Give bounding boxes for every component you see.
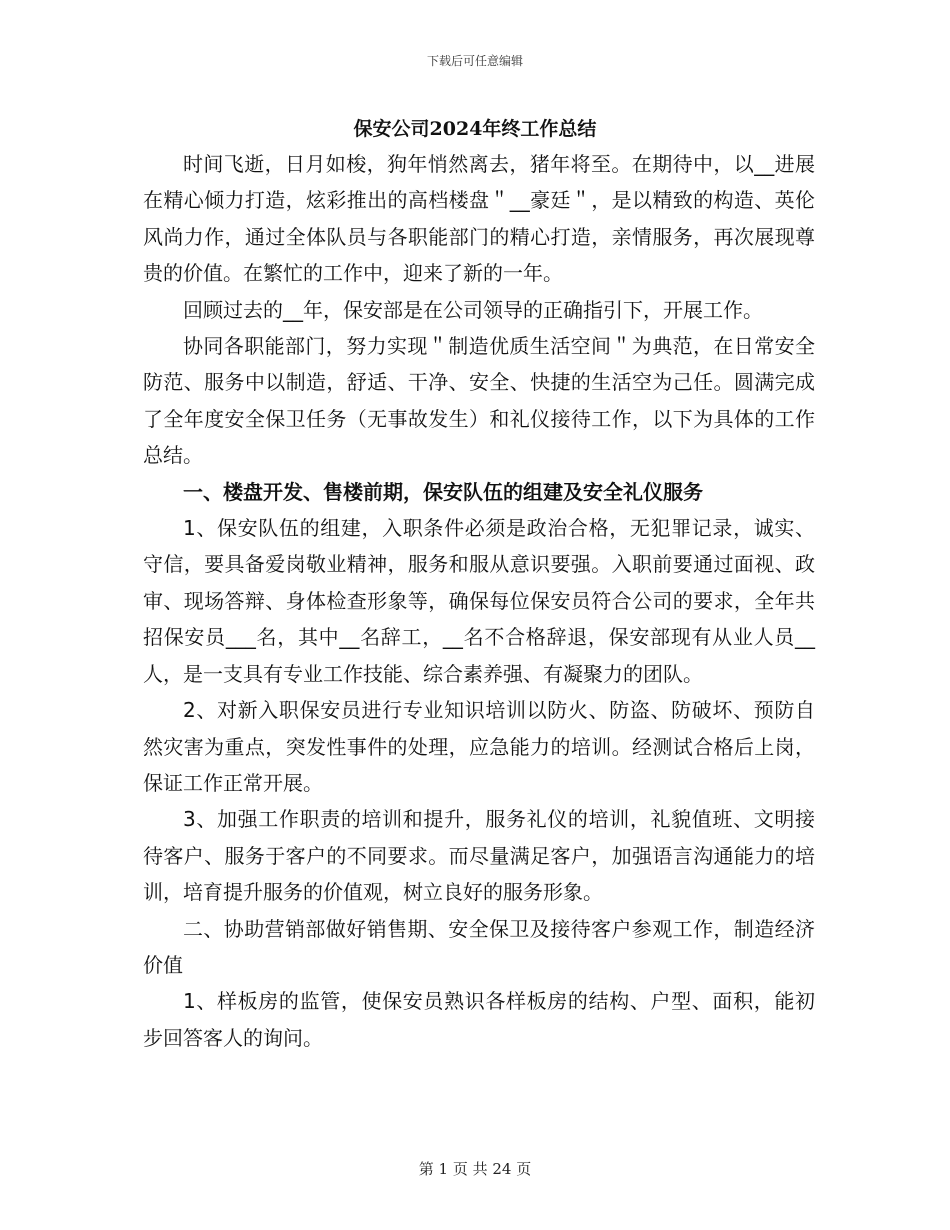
page-header: 下载后可任意编辑 bbox=[426, 54, 523, 68]
page-footer: 第 1 页 共 24 页 bbox=[418, 1160, 532, 1178]
paragraph-intro: 时间飞逝，日月如梭，狗年悄然离去，猪年将至。在期待中，以__进展在精心倾力打造，炫彩推出的高档楼盘＂__豪廷＂，是以精致的构造、英伦风尚力作，通过全体队员与各职能部门的精心打造，亲情服务，再次展现尊贵的价值。在繁忙的工作中，迎来了新的一年。 bbox=[143, 152, 815, 286]
document-title: 保安公司2024年终工作总结 bbox=[353, 118, 597, 140]
section-heading-2: 二、协助营销部做好销售期、安全保卫及接待客户参观工作，制造经济价值 bbox=[143, 916, 815, 977]
paragraph-review: 回顾过去的__年，保安部是在公司领导的正确指引下，开展工作。 bbox=[183, 297, 763, 322]
paragraph-item-2-1: 1、样板房的监管，使保安员熟识各样板房的结构、户型、面积，能初步回答客人的询问。 bbox=[143, 989, 815, 1050]
paragraph-item-1-2: 2、对新入职保安员进行专业知识培训以防火、防盗、防破坏、预防自然灾害为重点，突发性事件的处理，应急能力的培训。经测试合格后上岗，保证工作正常开展。 bbox=[143, 698, 815, 795]
paragraph-item-1-1: 1、保安队伍的组建，入职条件必须是政治合格，无犯罪记录，诚实、守信，要具备爱岗敬业精神，服务和服从意识要强。入职前要通过面视、政审、现场答辩、身体检查形象等，确保每位保安员符合公司的要求，全年共招保安员___名，其中__名辞工，__名不合格辞退，保安部现有从业人员__人，是一支具有专业工作技能、综合素养强、有凝聚力的团队。 bbox=[143, 516, 815, 686]
paragraph-item-1-3: 3、加强工作职责的培训和提升，服务礼仪的培训，礼貌值班、文明接待客户、服务于客户的不同要求。而尽量满足客户，加强语言沟通能力的培训，培育提升服务的价值观，树立良好的服务形象。 bbox=[143, 807, 815, 905]
document-body bbox=[143, 146, 815, 1056]
section-heading-1: 一、楼盘开发、售楼前期，保安队伍的组建及安全礼仪服务 bbox=[183, 479, 703, 504]
paragraph-cooperation: 协同各职能部门，努力实现＂制造优质生活空间＂为典范，在日常安全防范、服务中以制造，舒适、干净、安全、快捷的生活空为己任。圆满完成了全年度安全保卫任务（无事故发生）和礼仪接待工作，以下为具体的工作总结。 bbox=[143, 334, 815, 468]
